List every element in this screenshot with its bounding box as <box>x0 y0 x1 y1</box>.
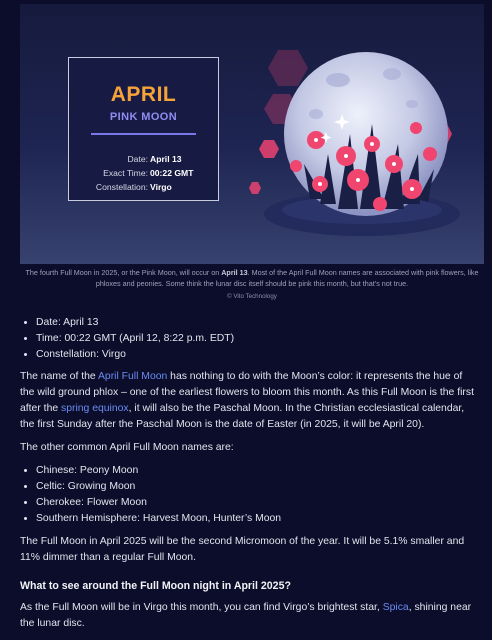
text: As the Full Moon will be in Virgo this month, you can find Virgo’s brightest star, <box>20 602 383 613</box>
constellation-row <box>69 182 220 194</box>
text: , shining near the lunar disc. <box>20 602 472 629</box>
list-item: • Constellation: Virgo <box>36 347 475 363</box>
section-heading: What to see around the Full Moon night in April 2025? <box>20 580 291 592</box>
list-item: • Time: 00:22 GMT (April 12, 8:22 p.m. EDT) <box>36 331 475 347</box>
paragraph <box>20 600 475 632</box>
time-label: Exact Time: <box>103 168 148 178</box>
list-item: • Cherokee: Flower Moon <box>36 495 475 511</box>
names-list <box>20 463 475 527</box>
spica-link[interactable]: Spica <box>382 602 409 613</box>
paragraph <box>20 369 475 433</box>
list-item: • Date: April 13 <box>36 315 475 331</box>
april-full-moon-link[interactable]: April Full Moon <box>97 371 168 382</box>
month-title: APRIL <box>110 83 177 106</box>
paragraph: The other common April Full Moon names are: <box>20 442 234 453</box>
caption-text: The fourth Full Moon in 2025, or the Pink Moon, will occur on <box>25 268 222 277</box>
image-caption <box>20 268 484 289</box>
spring-equinox-link[interactable]: spring equinox <box>61 403 129 414</box>
divider <box>91 133 196 135</box>
date-value: April 13 <box>150 154 182 164</box>
hero-illustration <box>20 4 484 264</box>
date-row <box>69 154 220 166</box>
time-value: 00:22 GMT <box>150 168 194 178</box>
caption-text-end: . Most of the April Full Moon names are associated with pink flowers, like phloxes and peonies. Some think the lunar disc itself should be pink this month, but that’s not true. <box>95 268 479 288</box>
paragraph: The Full Moon in April 2025 will be the second Micromoon of the year. It will be 5.1% smaller and 11% dimmer than a regular Full Moon. <box>20 536 465 563</box>
time-row <box>69 168 220 180</box>
constellation-label: Constellation: <box>95 182 148 192</box>
caption-date: April 13 <box>221 268 248 277</box>
text: has nothing to do with the Moon’s color: it represents the hue of the wild ground phlox – one of the earliest flowers to bloom this month. As this Full Moon is the first after the <box>20 371 474 414</box>
moon-name: PINK MOON <box>109 111 178 123</box>
image-credit: © Vito Technology <box>227 293 277 300</box>
list-item: • Chinese: Peony Moon <box>36 463 475 479</box>
list-item: • Celtic: Growing Moon <box>36 479 475 495</box>
date-label: Date: <box>127 154 148 164</box>
constellation-value: Virgo <box>150 182 172 192</box>
text: The name of the <box>20 371 98 382</box>
list-item: • Southern Hemisphere: Harvest Moon, Hunter’s Moon <box>36 511 475 527</box>
text: , it will also be the Paschal Moon. In the Christian ecclesiastical calendar, the first Sunday after the Paschal Moon is the date of Easter (in 2025, it will be April 20). <box>20 403 465 430</box>
article-body <box>20 315 475 632</box>
facts-list <box>20 315 475 363</box>
moon-info-card <box>68 57 219 201</box>
